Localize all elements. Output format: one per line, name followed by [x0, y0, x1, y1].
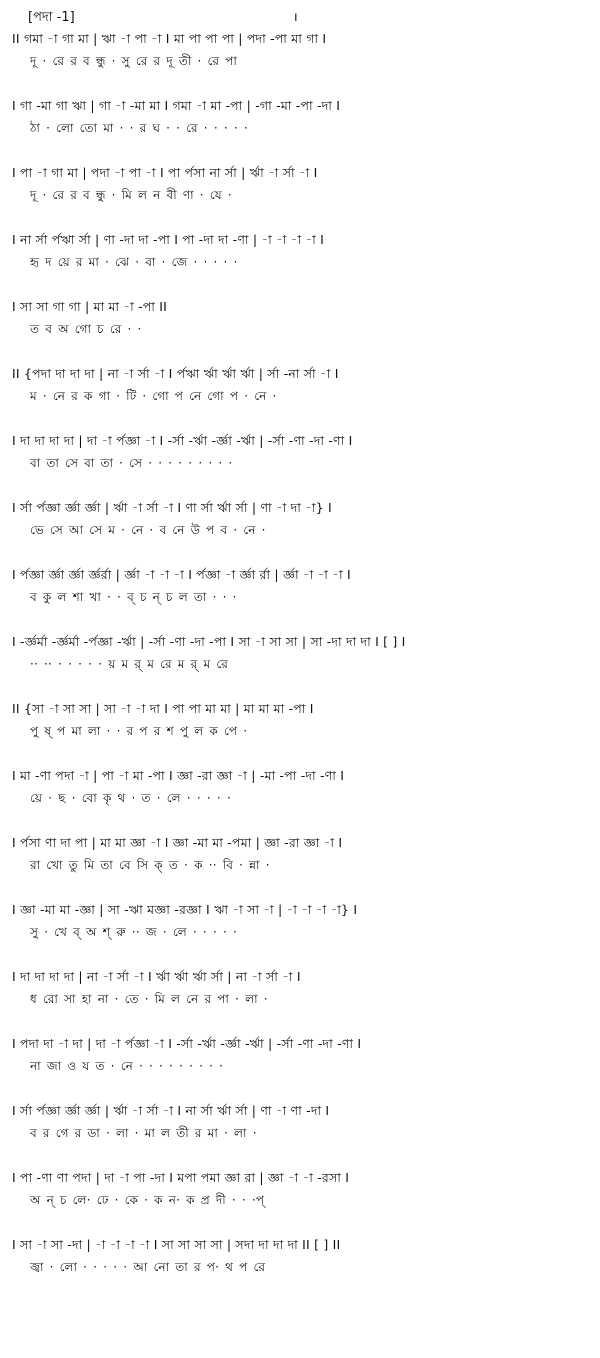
swara-row: I সা -া সা -দা | -া -া -া -া I সা সা সা সা | সদা দা দা দা II [ ] II — [12, 1237, 341, 1252]
lyric-row: পু ষ্ প মা লা · · র প র শ পু ল ক পে · — [30, 724, 248, 738]
swara-row: I -র্জ্ঞর্মা -র্জ্ঞর্মা -র্পজ্ঞা -র্ঋা | -র্সা -ণা -দা -পা I সা -া সা সা | সা -দা দা দা I [ ] I — [12, 634, 406, 649]
swara-row: II গমা -া গা মা | ঋা -া পা -া I মা পা পা পা | পদা -পা মা গা I — [12, 31, 327, 46]
notation-line-7 — [12, 430, 586, 497]
header-label: [পদা -1] — [28, 10, 75, 25]
notation-line-3 — [12, 162, 586, 229]
lyric-row: ঠা · লো তো মা · · র ঘ · · রে · · · · · — [30, 121, 248, 135]
notation-line-9 — [12, 564, 586, 631]
swara-row: II {পদা দা দা দা | না -া র্সা -া I র্পঋা র্ঋা র্ঋা র্ঋা | র্সা -না র্সা -া I — [12, 366, 339, 381]
notation-line-8 — [12, 497, 586, 564]
lyric-row: বা তা সে বা তা · সে · · · · · · · · · — [30, 456, 233, 470]
lyric-row: ত ব অ গো চ রে · · — [30, 322, 142, 336]
lyric-row: রা খো তু মি তা বে সি ক্ ত · ক ·· বি · ন্না · — [30, 858, 270, 872]
notation-line-15 — [12, 966, 586, 1033]
swara-row: I গা -মা গা ঋা | গা -া -মা মা I গমা -া মা -পা | -গা -মা -পা -দা I — [12, 98, 341, 113]
notation-line-13 — [12, 832, 586, 899]
swara-row: I মা -ণা পদা -া | পা -া মা -পা I জ্ঞা -রা জ্ঞা -া | -মা -পা -দা -ণা I — [12, 768, 345, 783]
notation-line-17 — [12, 1100, 586, 1167]
notation-line-2 — [12, 95, 586, 162]
swara-row: I দা দা দা দা | দা -া র্পজ্ঞা -া I -র্সা -র্ঋা -র্জ্ঞা -র্ঋা | -র্সা -ণা -দা -ণা I — [12, 433, 353, 448]
swara-row: I দা দা দা দা | না -া র্সা -া I র্ঋা র্ঋা র্ঋা র্সা | না -া র্সা -া I — [12, 969, 301, 984]
notation-line-12 — [12, 765, 586, 832]
lyric-row: ব র গে র ডা · লা · মা ল তী র মা · লা · — [30, 1126, 257, 1140]
header-mark: ı — [294, 10, 298, 25]
lyric-row: দূ · রে র ব ন্ধু · মি ল ন বী ণা · যে · — [30, 188, 232, 202]
swara-row: I পা -ণা ণা পদা | দা -া পা -দা I মপা পমা জ্ঞা রা | জ্ঞা -া -া -রসা I — [12, 1170, 350, 1185]
lyric-row: য়ে · ছ · বো কৃ থ · ত · লে · · · · · — [30, 791, 231, 805]
lyric-row: দূ · রে র ব ন্ধু · সু রে র দূ তী · রে পা — [30, 54, 238, 68]
header-label-row — [12, 8, 586, 28]
lyric-row: অ ন্ চ লে· ঢে · কে · ক ন· ক প্র দী · · ·প্ — [30, 1193, 265, 1207]
lyric-row: সু · খে ব্ অ শ্ রু ·· জ · লে · · · · · — [30, 925, 238, 939]
swara-row: I র্সা র্পজ্ঞা র্জ্ঞা র্জ্ঞা | র্ঋা -া র্সা -া I ণা র্সা র্ঋা র্সা | ণা -া দা -া} I — [12, 500, 332, 515]
notation-line-14 — [12, 899, 586, 966]
notation-line-4 — [12, 229, 586, 296]
notation-line-1 — [12, 28, 586, 95]
notation-line-19 — [12, 1234, 586, 1301]
lyric-row: ·· ·· · · · · · য় ম র্ ম রে ম র্ ম রে — [30, 657, 229, 671]
notation-line-6 — [12, 363, 586, 430]
swara-row: I র্পসা ণা দা পা | মা মা জ্ঞা -া I জ্ঞা -মা মা -পমা | জ্ঞা -রা জ্ঞা -া I — [12, 835, 343, 850]
lyric-row: না জা ও য ত · নে · · · · · · · · · — [30, 1059, 224, 1073]
notation-line-11 — [12, 698, 586, 765]
swara-row: I না র্সা র্পঋা র্সা | ণা -দা দা -পা I পা -দা দা -ণা | -া -া -া -া I — [12, 232, 325, 247]
swara-row: I র্পজ্ঞা র্জ্ঞা র্জ্ঞা র্জ্ঞর্রা | র্জ্ঞা -া -া -া I র্পজ্ঞা -া র্জ্ঞা র্রা | র্জ্ঞা -া -া -া I — [12, 567, 351, 582]
lyric-row: জ্বা · লো · · · · · আ নো তা র প· থ প রে — [30, 1260, 266, 1274]
swara-row: I জ্ঞা -মা মা -জ্ঞা | সা -ঋা মজ্ঞা -রজ্ঞা I ঋা -া সা -া | -া -া -া -া} I — [12, 902, 358, 917]
lyric-row: হৃ দ য়ে র মা · ঝে · বা · জে · · · · · — [30, 255, 238, 269]
swara-row: I সা সা গা গা | মা মা -া -পা II — [12, 299, 168, 314]
lyric-row: ধ রো সা হা না · তে · মি ল নে র পা · লা · — [30, 992, 268, 1006]
lyric-row: ব কু ল শা খা · · ব্ চ ন্ চ ল তা · · · — [30, 590, 237, 604]
notation-line-16 — [12, 1033, 586, 1100]
lyric-row: ম · নে র ক গা · টি · গো প নে গো প · নে · — [30, 389, 277, 403]
notation-line-5 — [12, 296, 586, 363]
swara-row: I র্সা র্পজ্ঞা র্জ্ঞা র্জ্ঞা | র্ঋা -া র্সা -া I না র্সা র্ঋা র্সা | ণা -া ণা -দা I — [12, 1103, 330, 1118]
notation-line-10 — [12, 631, 586, 698]
lyric-row: ভে সে আ সে ম · নে · ব নে উ প ব · নে · — [30, 523, 266, 537]
notation-line-18 — [12, 1167, 586, 1234]
swara-row: I পদা দা -া দা | দা -া র্পজ্ঞা -া I -র্সা -র্ঋা -র্জ্ঞা -র্ঋা | -র্সা -ণা -দা -ণা I — [12, 1036, 362, 1051]
swara-row: I পা -া গা মা | পদা -া পা -া I পা র্পসা না র্সা | র্ঋা -া র্সা -া I — [12, 165, 318, 180]
swara-row: II {সা -া সা সা | সা -া -া দা I পা পা মা মা | মা মা মা -পা I — [12, 701, 314, 716]
